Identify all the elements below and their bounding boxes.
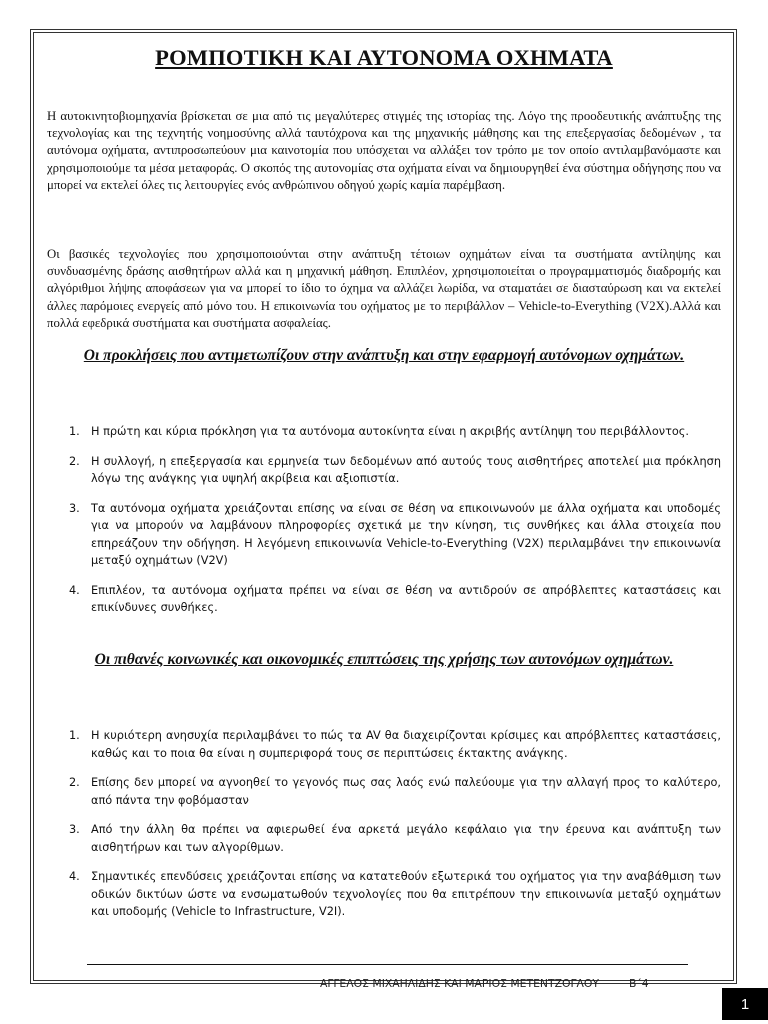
list-item-text: Τα αυτόνομα οχήματα χρειάζονται επίσης να είναι σε θέση να επικοινωνούν με άλλα οχήματα και υποδομές για να μπορούν να λαμβάνουν πληροφορίες σχετικά με την κίνηση, τις συνθήκες και άλλα στοιχεία που επηρεάζουν την οδήγηση. Η λεγόμενη επικοινωνία Vehicle-to-Everything (V2X) περιλαμβάνει την επικοινωνία μεταξύ οχημάτων (V2V) — [91, 501, 721, 567]
list-item-text: Η συλλογή, η επεξεργασία και ερμηνεία των δεδομένων από αυτούς τους αισθητήρες αποτελεί μια πρόκληση λόγω της ανάγκης για υψηλή ακρίβεια και αξιοπιστία. — [91, 454, 721, 485]
footer-divider — [87, 964, 688, 965]
list-item-text: Σημαντικές επενδύσεις χρειάζονται επίσης να κατατεθούν εξωτερικά του οχήματος για την αναβάθμιση των οδικών δικτύων ώστε να ενσωματωθούν τεχνολογίες που θα επιτρέπουν την επικοινωνία μεταξύ οχημάτων και υποδομής (Vehicle to Infrastructure, V2I). — [91, 870, 721, 918]
list-item-text: Η κυριότερη ανησυχία περιλαμβάνει το πώς τα AV θα διαχειρίζονται κρίσιμες και απρόβλεπτες καταστάσεις, καθώς και το ποια θα είναι η συμπεριφορά τους σε περιπτώσεις έκτακτης ανάγκης. — [91, 729, 721, 760]
list-item — [69, 453, 721, 488]
impacts-heading: Οι πιθανές κοινωνικές και οικονομικές επιπτώσεις της χρήσης των αυτονόμων οχημάτων. — [94, 651, 674, 668]
list-item-number: 2. — [69, 454, 80, 468]
list-item-number: 2. — [69, 776, 80, 789]
list-item — [69, 500, 721, 570]
list-item-text: Επιπλέον, τα αυτόνομα οχήματα πρέπει να είναι σε θέση να αντιδρούν σε απρόβλεπτες καταστάσεις και επικίνδυνες συνθήκες. — [91, 583, 721, 614]
list-item — [69, 582, 721, 617]
footer — [320, 977, 649, 990]
document-title: ΡΟΜΠΟΤΙΚΗ ΚΑΙ ΑΥΤΟΝΟΜΑ ΟΧΗΜΑΤΑ — [155, 45, 613, 70]
list-item-text: Επίσης δεν μπορεί να αγνοηθεί το γεγονός πως σας λαός ενώ παλεύουμε για την αλλαγή προς το καλύτερο, από πάντα την φοβόμασταν — [91, 776, 721, 807]
intro-paragraph: Η αυτοκινητοβιομηχανία βρίσκεται σε μια από τις μεγαλύτερες στιγμές της ιστορίας της. Λόγο της προοδευτικής ανάπτυξης της τεχνολογίας και της τεχνητής νοημοσύνης αλλά ταυτόχρονα και της μηχανικής μάθησης και της επεξεργασίας δεδομένων , τα αυτόνομα οχήματα, αντιπροσωπεύουν μια καινοτομία που υπόσχεται να αλλάξει τον τρόπο με τον οποίο αντιλαμβανόμαστε και χρησιμοποιούμε τα μέσα μεταφοράς. Ο σκοπός της αυτονομίας στα οχήματα είναι να δημιουργηθεί ένα σύστημα οδήγησης που να μπορεί να εκτελεί όλες τις λειτουργίες ενός ανθρώπινου οδηγού χωρίς καμία παρέμβαση. — [47, 109, 721, 192]
footer-authors: ΑΓΓΕΛΟΣ ΜΙΧΑΗΛΙΔΗΣ ΚΑΙ ΜΑΡΙΟΣ ΜΕΤΕΝΤΖΟΓΛΟΥ — [320, 977, 599, 990]
list-item-number: 1. — [69, 729, 80, 742]
list-item — [69, 774, 721, 809]
page-number-badge — [722, 988, 768, 1020]
list-item — [69, 868, 721, 921]
list-item — [69, 727, 721, 762]
list-item-number: 3. — [69, 501, 80, 515]
technologies-paragraph: Οι βασικές τεχνολογίες που χρησιμοποιούνται στην ανάπτυξη τέτοιων οχημάτων είναι τα συστήματα αντίληψης και συνδυασμένης δράσης αισθητήρων αλλά και η μηχανική μάθηση. Επιπλέον, χρησιμοποιείται ο προγραμματισμός διαδρομής και αλγόριθμοι λήψης αποφάσεων για να μπορεί το ίδιο το όχημα να αλλάζει λωρίδα, να σταματάει σε διασταύρωση και να εκτελεί άλλες παρόμοιες ενεργείς από μόνο του. Η επικοινωνία του οχήματος με το περιβάλλον – Vehicle-to-Everything (V2X).Αλλά και πολλά εφεδρικά συστήματα και συστήματα ασφαλείας. — [47, 247, 721, 330]
list-item — [69, 423, 721, 441]
list-item-text: Η πρώτη και κύρια πρόκληση για τα αυτόνομα αυτοκίνητα είναι η ακριβής αντίληψη του περιβάλλοντος. — [91, 425, 690, 438]
challenges-heading: Οι προκλήσεις που αντιμετωπίζουν στην ανάπτυξη και στην εφαρμογή αυτόνομων οχημάτων. — [83, 347, 685, 364]
challenges-list — [69, 423, 721, 629]
footer-class: Β΄4 — [628, 977, 649, 990]
list-item-number: 1. — [69, 425, 80, 438]
impacts-list — [69, 727, 721, 933]
list-item-number: 4. — [69, 583, 80, 597]
page-number: 1 — [740, 995, 750, 1013]
list-item-number: 4. — [69, 870, 80, 883]
list-item-text: Από την άλλη θα πρέπει να αφιερωθεί ένα αρκετά μεγάλο κεφάλαιο για την έρευνα και ανάπτυξη των αισθητήρων και των αλγορίθμων. — [91, 823, 721, 854]
list-item — [69, 821, 721, 856]
list-item-number: 3. — [69, 823, 80, 836]
